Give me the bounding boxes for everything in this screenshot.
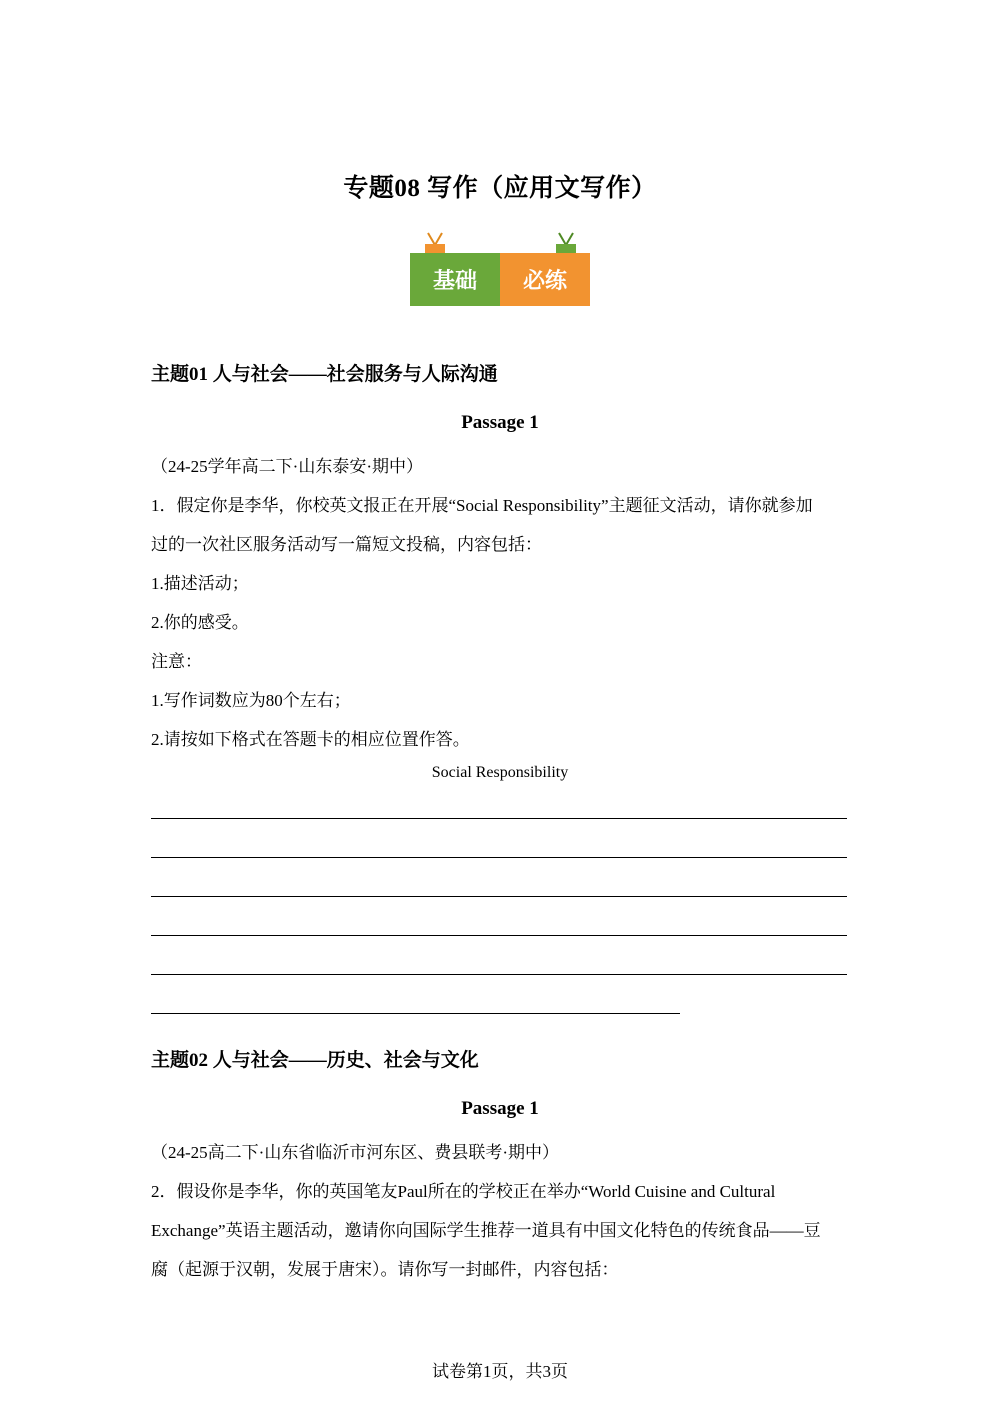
passage-title: Passage 1 — [461, 1098, 539, 1119]
answer-line — [151, 818, 847, 819]
answer-line — [151, 935, 847, 936]
basic-practice-badge — [410, 231, 590, 307]
question-text-line: 1．假定你是李华，你校英文报正在开展“Social Responsibility”主题征文活动，请你就参加 — [151, 496, 813, 515]
note-item: 1.写作词数应为80个左右； — [151, 691, 351, 710]
section-heading: 主题01 人与社会——社会服务与人际沟通 — [151, 364, 498, 385]
page-footer: 试卷第1页，共3页 — [432, 1362, 568, 1381]
question-source: （24-25学年高二下·山东泰安·期中） — [151, 457, 423, 476]
answer-line — [151, 974, 847, 975]
question-text-line: 过的一次社区服务活动写一篇短文投稿，内容包括： — [151, 535, 542, 554]
answer-line — [151, 1013, 680, 1014]
note-item: 2.请按如下格式在答题卡的相应位置作答。 — [151, 730, 470, 749]
question-source: （24-25高二下·山东省临沂市河东区、费县联考·期中） — [151, 1143, 559, 1162]
answer-line — [151, 857, 847, 858]
question-text-line: 腐（起源于汉朝，发展于唐宋）。请你写一封邮件，内容包括： — [151, 1260, 619, 1279]
question-text-line: Exchange”英语主题活动，邀请你向国际学生推荐一道具有中国文化特色的传统食品——豆 — [151, 1221, 821, 1240]
essay-title: Social Responsibility — [431, 764, 569, 781]
badge-label-practice: 必练 — [500, 253, 590, 306]
badge-label-basic: 基础 — [410, 253, 500, 306]
answer-line — [151, 896, 847, 897]
requirement-item: 1.描述活动； — [151, 574, 249, 593]
requirement-item: 2.你的感受。 — [151, 613, 249, 632]
question-text-line: 2．假设你是李华，你的英国笔友Paul所在的学校正在举办“World Cuisine and Cultural — [151, 1182, 776, 1201]
page-title: 专题08 写作（应用文写作） — [343, 175, 657, 202]
section-heading: 主题02 人与社会——历史、社会与文化 — [151, 1050, 479, 1071]
note-label: 注意： — [151, 652, 202, 671]
passage-title: Passage 1 — [461, 412, 539, 433]
